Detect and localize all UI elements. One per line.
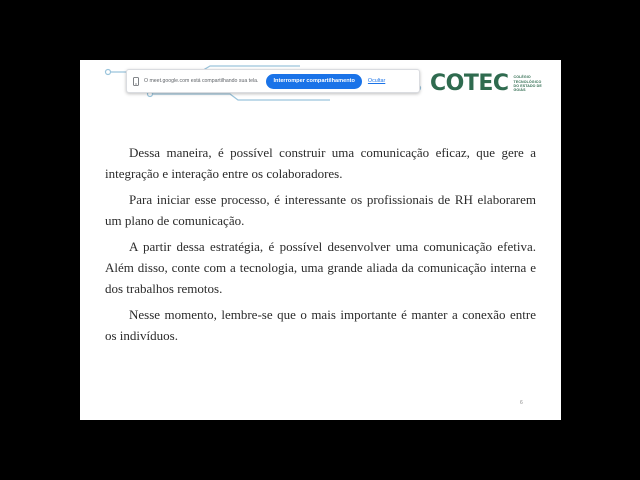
share-screen-icon (131, 75, 141, 87)
paragraph: A partir dessa estratégia, é possível desenvolver uma comunicação efetiva. Além disso, conte com a tecnologia, uma grande aliada da comunicação interna e dos trabalhos remotos. (105, 239, 536, 296)
stop-sharing-button[interactable]: Interromper compartilhamento (266, 74, 361, 89)
slide (80, 60, 561, 420)
logo-tagline-line: DO ESTADO DE (513, 84, 542, 88)
slide-body (105, 142, 536, 351)
paragraph: Dessa maneira, é possível construir uma comunicação eficaz, que gere a integração e interação entre os colaboradores. (105, 145, 536, 181)
hide-link[interactable]: Ocultar (367, 78, 386, 84)
logo-tagline (514, 75, 542, 93)
logo-tagline-line: GOIÁS (513, 88, 526, 93)
share-message: O meet.google.com está compartilhando sua tela. (144, 78, 259, 84)
logo-tagline-line: COLÉGIO (513, 75, 531, 80)
logo-wordmark: COTEC (430, 71, 509, 96)
paragraph: Para iniciar esse processo, é interessante os profissionais de RH elaborarem um plano de comunicação. (105, 192, 536, 228)
logo-tagline-line: TECNOLÓGICO (513, 79, 542, 84)
screen-share-bar (126, 69, 420, 93)
page-number: 6 (520, 400, 523, 406)
paragraph: Nesse momento, lembre-se que o mais importante é manter a conexão entre os indivíduos. (105, 307, 536, 343)
cotec-logo (430, 72, 542, 96)
